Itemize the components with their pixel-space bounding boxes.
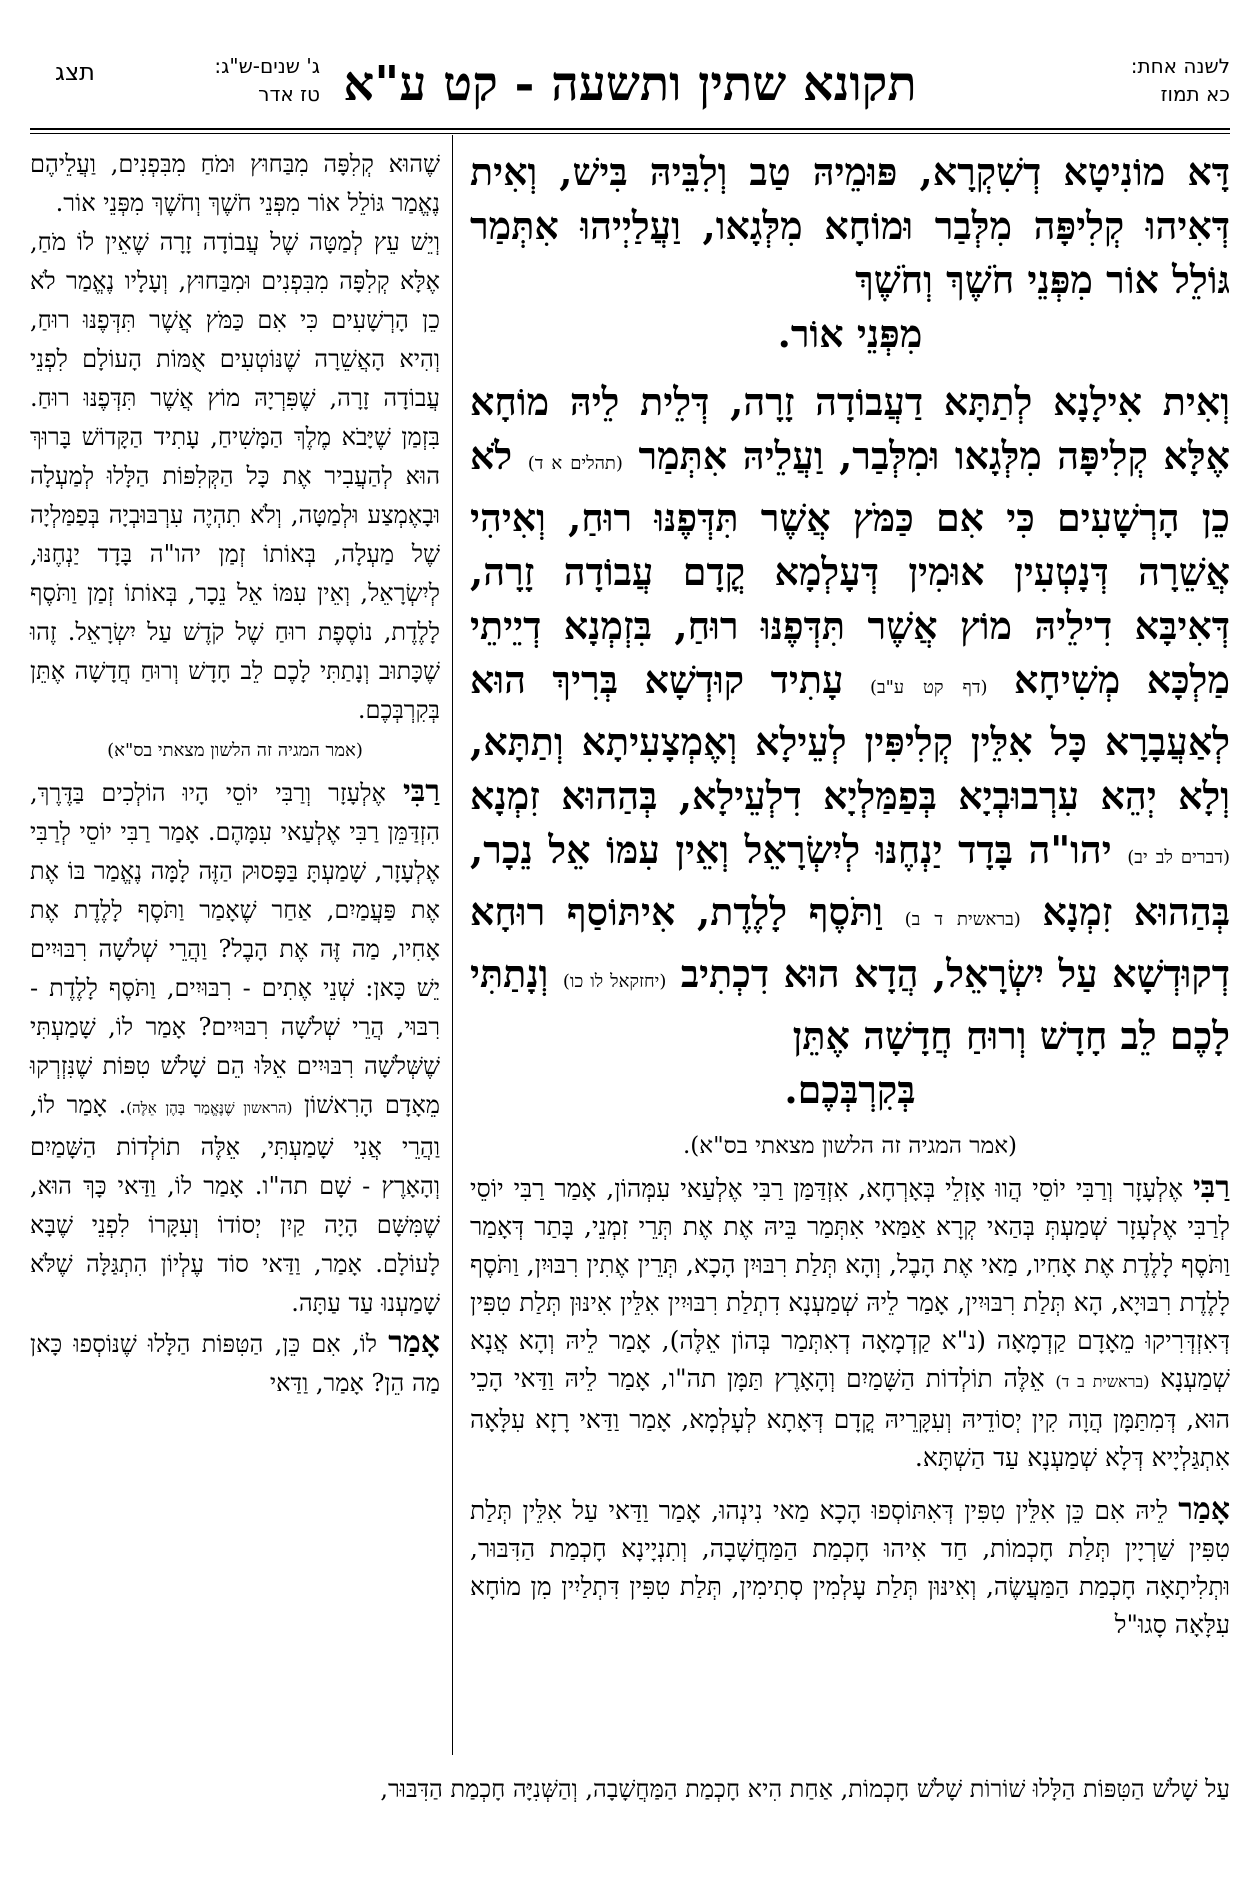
- zohar-text: לֹא כֵן הָרְשָׁעִים כִּי אִם כַּמֹּץ אֲשֶׁר תִּדְּפֶנּוּ רוּחַ, וְאִיהִי אֲשֵׁרָה דְּנָטְעִין אוּמִין דְּעָלְמָא קֳדָם עֲבוֹדָה זָרָה, דְּאִיבָּא דִילֵיהּ מוֹץ אֲשֶׁר תִּדְּפֶנּוּ רוּחַ, בִּזְמְנָא דְיֵיתֵי מַלְכָּא מְשִׁיחָא: [470, 433, 1230, 702]
- translation-column: [30, 145, 440, 1403]
- translation-text: אֶלְעָזָר וְרַבִּי יוֹסֵי הָיוּ הוֹלְכִים בַּדֶּרֶךְ, הִזְדַּמֵּן רַבִּי אֶלְעַאי עִמָּהֶם. אָמַר רַבִּי יוֹסֵי לְרַבִּי אֶלְעָזָר, שָׁמַעְתָּ בַּפָּסוּק הַזֶּה לָמָּה נֶאֱמַר בּוֹ אֶת אֶת פַּעֲמַיִם, אַחַר שֶׁאָמַר וַתֹּסֶף לָלֶדֶת אֶת אָחִיו, מַה זֶּה אֶת הָבֶל? וַהֲרֵי שְׁלֹשָׁה רִבּוּיִים יֵשׁ כָּאן: שְׁנֵי אֶתִים - רִבּוּיִים, וַתֹּסֶף לָלֶדֶת - רִבּוּי, הֲרֵי שְׁלֹשָׁה רִבּוּיִים? אָמַר לוֹ, שָׁמַעְתִּי שֶׁשְּׁלֹשָׁה רִבּוּיִים אֵלּוּ הֵם שָׁלֹשׁ טִפּוֹת שֶׁנִּזְרְקוּ מֵאָדָם הָרִאשׁוֹן: [30, 779, 440, 1119]
- editor-note: (אמר המגיה זה הלשון מצאתי בס"א).: [682, 1133, 1018, 1159]
- citation: (תהלים א ד): [527, 453, 623, 474]
- lead-word: רַבִּי: [1192, 1170, 1230, 1205]
- zohar-text: יהו"ה בָּדָד יַנְחֶנּוּ לְיִשְׂרָאֵל וְאֵין עִמּוֹ אֵל נֵכָר, בְּהַהוּא זִמְנָא: [470, 827, 1231, 934]
- header-rule: [30, 128, 1230, 130]
- zohar-text: לֵיהּ אִם כֵּן אִלֵּין טִפִּין דְּאִתּוֹסְפוּ הָכָא מַאי נִינְהוּ, אָמַר וַדַּאי עַל אִלֵּין תְּלַת טִפִּין שַׁרְיָין תְּלַת חָכְמוֹת, חַד אִיהוּ חָכְמַת הַמַּחֲשָׁבָה, וְתִנְיָינָא חָכְמַת הַדִּבּוּר, וּתְלִיתָאָה חָכְמַת הַמַּעֲשֶׂה, וְאִינּוּן תְּלַת עָלְמִין סְתִימִין, תְּלַת טִפִּין דִּתְלַיִין מִן מוֹחָא עִלָּאָה סָגוּ"ל: [470, 1496, 1230, 1639]
- zohar-text: אֵלֶּה תוֹלְדוֹת הַשָּׁמַיִם וְהָאָרֶץ תַּמָּן תה"ו, אָמַר לֵיהּ וַדַּאי הָכֵי הוּא, דְּמִתַּמָּן הֲוָה קִין יְסוֹדֵיהּ וְעִקָּרֵיהּ קֳדָם דְּאָתָא לְעָלְמָא, אָמַר וַדַּאי רָזָא עִלָּאָה אִתְגַּלְיָיא דְּלָא שְׁמַעְנָא עַד הַשְׁתָּא.: [470, 1364, 1230, 1472]
- one-year-date: כא תמוז: [1160, 82, 1230, 106]
- zohar-paragraph-4: [470, 1491, 1230, 1644]
- zohar-text: עָתִיד קוּדְשָׁא בְּרִיךְ הוּא לְאַעֲבָרָא כָּל אִלֵּין קְלִיפִּין לְעֵילָא וְאֶמְצָעִיתָא וְתַתָּא, וְלָא יְהֵא עִרְבוּבְיָא בְּפַמַּלְיָא דִלְעֵילָא, בְּהַהוּא זִמְנָא: [470, 657, 1230, 818]
- citation: (הראשון שֶׁנֶּאֱמַר בָּהֶן אֵלֶּה): [126, 1099, 293, 1117]
- page-number: תצג: [55, 58, 95, 86]
- zohar-text: אֶלְעָזָר וְרַבִּי יוֹסֵי הֲווּ אָזְלֵי בְּאָרְחָא, אִזְדַּמַּן רַבִּי אֶלְעַאי עִמְּהוֹן, אָמַר רַבִּי יוֹסֵי לְרַבִּי אֶלְעָזָר שְׁמַעְתְּ בְּהַאי קְרָא אַמַּאי אִתְּמַר בֵּיהּ אֶת אֶת תְּרֵי זִמְנֵי, בָּתַר דְּאָמַר וַתֹּסֶף לָלֶדֶת אֶת אָחִיו, מַאי אֶת הָבֶל, וְהָא תְּלַת רִבּוּיִן הָכָא, תְּרֵין אֶתִין רִבּוּיִן, וַתֹּסֶף לָלֶדֶת רִבּוּיָא, הָא תְּלַת רִבּוּיִין, אָמַר לֵיהּ שְׁמַעְנָא דִתְלַת רִבּוּיִין אִלֵּין אִינּוּן תְּלַת טִפִּין דְּאִזְדְּרִיקוּ מֵאָדָם קַדְמָאָה (נ"א קַדְמָאָה דְאִתְּמַר בְּהוֹן אֵלֶּה), אָמַר לֵיהּ וְהָא אֲנָא שְׁמַעְנָא: [470, 1174, 1231, 1393]
- lead-word: אָמַר: [388, 1325, 440, 1360]
- lead-word: רַבִּי: [402, 774, 440, 809]
- citation: (דברים לב יב): [1127, 847, 1231, 868]
- header-right: [1070, 52, 1230, 108]
- translation-paragraph-2: וְיֵשׁ עֵץ לְמַטָּה שֶׁל עֲבוֹדָה זָרָה שֶׁאֵין לוֹ מֹחַ, אֶלָּא קְלִפָּה מִבִּפְנִים וּמִבַּחוּץ, וְעָלָיו נֶאֱמַר לֹא כֵן הָרְשָׁעִים כִּי אִם כַּמֹּץ אֲשֶׁר תִּדְּפֶנּוּ רוּחַ, וְהִיא הָאֲשֵׁרָה שֶׁנּוֹטְעִים אֻמּוֹת הָעוֹלָם לִפְנֵי עֲבוֹדָה זָרָה, שֶׁפִּרְיָהּ מוֹץ אֲשֶׁר תִּדְּפֶנּוּ רוּחַ. בִּזְמַן שֶׁיָּבֹא מֶלֶךְ הַמָּשִׁיחַ, עָתִיד הַקָּדוֹשׁ בָּרוּךְ הוּא לְהַעֲבִיר אֶת כָּל הַקְּלִפּוֹת הַלָּלוּ לְמַעְלָה וּבָאֶמְצַע וּלְמַטָּה, וְלֹא תִהְיֶה עִרְבּוּבְיָה בְּפַמַּלְיָה שֶׁל מַעְלָה, בְּאוֹתוֹ זְמַן יהו"ה בָּדָד יַנְחֶנּוּ, לְיִשְׂרָאֵל, וְאֵין עִמּוֹ אֵל נֵכָר, בְּאוֹתוֹ זְמַן וַתֹּסֶף לָלֶדֶת, נוֹסֶפֶת רוּחַ שֶׁל קֹדֶשׁ עַל יִשְׂרָאֵל. זֶהוּ שֶׁכָּתוּב וְנָתַתִּי לָכֶם לֵב חָדָשׁ וְרוּחַ חֲדָשָׁה אֶתֵּן בְּקִרְבְּכֶם.: [30, 228, 440, 724]
- citation: (יחזקאל לו כו): [562, 971, 667, 992]
- zohar-text: דָּא מוֹנִיטָא דְשִׁקְרָא, פּוּמֵיהּ טַב וְלִבֵּיהּ בִּישׁ, וְאִית דְּאִיהוּ קְלִיפָּה מִלְּבַר וּמוֹחָא מִלְּגָאו, וַעֲלַיְיהוּ אִתְּמַר גּוֹלֵל אוֹר מִפְּנֵי חֹשֶׁךְ וְחֹשֶׁךְ: [470, 149, 1230, 302]
- zohar-text: וְנָתַתִּי לָכֶם לֵב חָדָשׁ וְרוּחַ חֲדָשָׁה אֶתֵּן: [470, 951, 1230, 1058]
- zohar-paragraph-2: [470, 375, 1230, 1117]
- editor-note: (אמר המגיה זה הלשון מצאתי בס"א): [107, 740, 363, 761]
- bottom-line: עַל שָׁלֹשׁ הַטִּפּוֹת הַלָּלוּ שׁוֹרוֹת שָׁלֹשׁ חָכְמוֹת, אַחַת הִיא חָכְמַת הַמַּחֲשָׁבָה, וְהַשְּׁנִיָּה חָכְמַת הַדִּבּוּר,: [380, 1775, 1230, 1803]
- header-left: [140, 52, 320, 108]
- citation: (בראשית ב ד): [1055, 1372, 1150, 1391]
- zohar-paragraph-3: [470, 1169, 1230, 1477]
- zohar-paragraph-1: [470, 145, 1230, 361]
- page-title: תקונא שתין ותשעה - קט ע"א: [343, 56, 917, 112]
- three-year-label: ג' שנים-ש"ג:: [214, 54, 320, 78]
- zohar-text: בְּקִרְבְּכֶם.: [784, 1067, 916, 1112]
- translation-paragraph-4: [30, 1323, 440, 1403]
- translation-paragraph-1: שֶׁהוּא קְלִפָּה מִבַּחוּץ וּמֹחַ מִבִּפְנִים, וַעֲלֵיהֶם נֶאֱמַר גּוֹלֵל אוֹר מִפְּנֵי חֹשֶׁךְ וְחֹשֶׁךְ מִפְּנֵי אוֹר.: [30, 150, 440, 217]
- zohar-text: מִפְּנֵי אוֹר.: [777, 311, 923, 356]
- translation-text: . אָמַר לוֹ, וַהֲרֵי אֲנִי שָׁמַעְתִּי, אֵלֶּה תוֹלְדוֹת הַשָּׁמַיִם וְהָאָרֶץ - שָׁם תה"ו. אָמַר לוֹ, וַדַּאי כָּךְ הוּא, שֶׁמִּשָּׁם הָיָה קַיִן יְסוֹדוֹ וְעִקָּרוֹ לִפְנֵי שֶׁבָּא לָעוֹלָם. אָמַר, וַדַּאי סוֹד עֶלְיוֹן הִתְגַּלָּה שֶׁלֹּא שָׁמַעְנוּ עַד עַתָּה.: [30, 1091, 440, 1317]
- translation-text: לוֹ, אִם כֵּן, הַטִּפּוֹת הַלָּלוּ שֶׁנּוֹסְפוּ כָּאן מַה הֵן? אָמַר, וַדַּאי: [30, 1330, 440, 1397]
- citation: (דף קט ע"ב): [869, 677, 988, 698]
- main-column: [470, 145, 1230, 1644]
- one-year-label: לשנה אחת:: [1130, 54, 1230, 78]
- translation-paragraph-3: [30, 772, 440, 1323]
- zohar-text: וְאִית אִילָנָא לְתַתָּא דַעֲבוֹדָה זָרָה, דְּלֵית לֵיהּ מוֹחָא אֶלָּא קְלִיפָּה מִלְּגָאו וּמִלְּבַר, וַעֲלֵיהּ אִתְּמַר: [470, 379, 1230, 478]
- header-rule-thin: [30, 133, 1230, 134]
- lead-word: אָמַר: [1178, 1492, 1230, 1527]
- column-divider: [452, 135, 453, 1755]
- citation: (בראשית ד ב): [904, 909, 1021, 930]
- page-header: [30, 42, 1230, 130]
- zohar-text: וַתֹּסֶף לָלֶדֶת, אִיתּוֹסַף רוּחָא דְקוּדְשָׁא עַל יִשְׂרָאֵל, הֲדָא הוּא דִכְתִיב: [470, 889, 1230, 996]
- three-year-date: טז אדר: [258, 82, 320, 106]
